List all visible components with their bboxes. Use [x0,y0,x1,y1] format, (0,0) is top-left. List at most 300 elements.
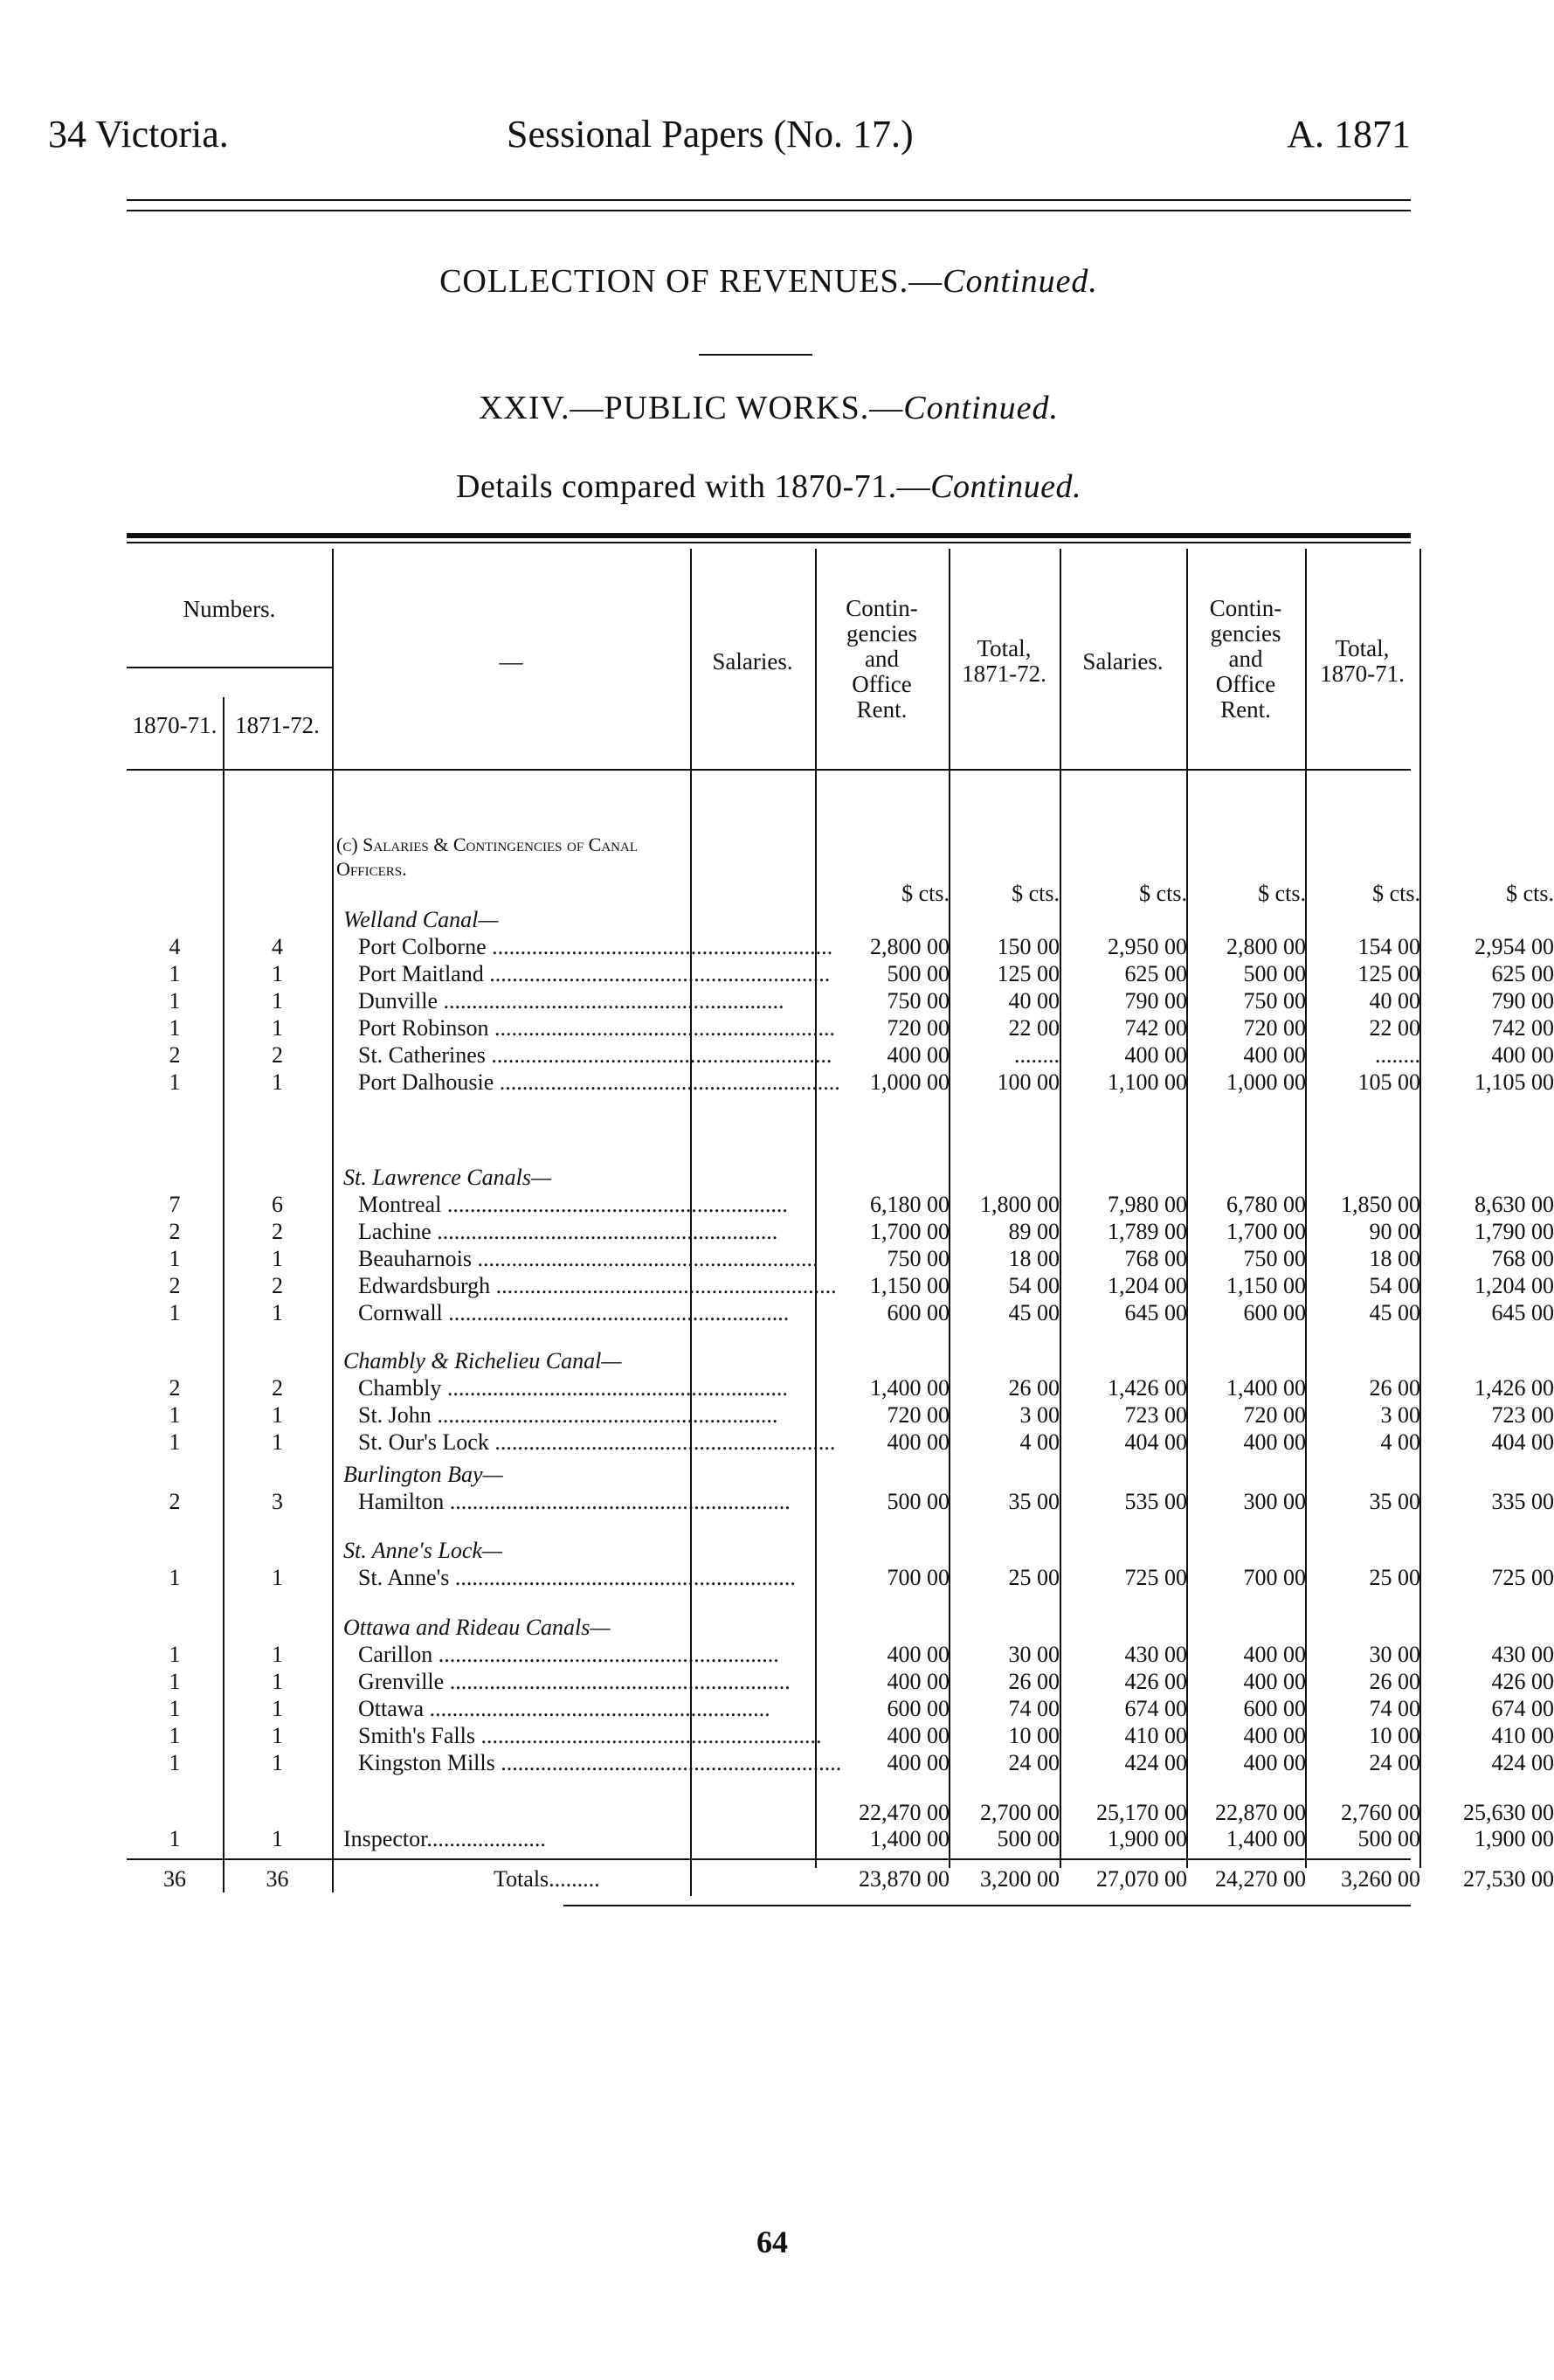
total-1871-72: 723 00 [1124,1402,1187,1428]
count-1871-72: 1 [272,1300,283,1325]
station-name: Smith's Falls [358,1723,475,1748]
station-label [358,1015,836,1041]
count-1871-72: 6 [272,1192,283,1217]
station-name: Grenville [358,1669,445,1694]
salaries-1870-71: 750 00 [1243,1246,1306,1271]
total-1871-72: 742 00 [1124,1015,1187,1041]
total-1871-72: 424 00 [1124,1750,1187,1775]
station-name: Port Robinson [358,1015,489,1041]
group-heading: Chambly & Richelieu Canal— [343,1348,622,1373]
station-label [358,934,833,960]
salaries-1871-72: 720 00 [887,1402,950,1428]
total-1870-71: 790 00 [1491,988,1554,1014]
salaries-1870-71: 700 00 [1243,1565,1306,1590]
salaries-1871-72: 600 00 [887,1300,950,1325]
total-1871-72: 645 00 [1124,1300,1187,1325]
contingencies-1871-72: 25 00 [1008,1565,1060,1590]
count-1870-71: 1 [169,1246,181,1271]
count-1870-71: 1 [169,1429,181,1455]
table-row [127,1069,1554,1096]
salaries-1870-71: 1,000 00 [1226,1069,1306,1095]
salaries-1871-72: 400 00 [887,1429,950,1455]
count-1870-71: 1 [169,961,181,986]
numbers-rule [127,667,332,668]
leader-dots: ............................................................ [441,1375,788,1401]
count-1870-71: 2 [169,1489,181,1514]
salaries-1871-72: 700 00 [887,1565,950,1590]
table-row [127,1565,1554,1591]
header-contingencies-2: Contin- gencies and Office Rent. [1209,595,1282,723]
contingencies-1870-71: 26 00 [1369,1375,1420,1401]
subtotal-salaries-2: 22,870 00 [1215,1800,1306,1825]
count-1870-71: 1 [169,1015,181,1041]
table-row [127,1273,1554,1299]
contingencies-1871-72: 18 00 [1008,1246,1060,1271]
subtotal-row [127,1800,1554,1826]
group-heading: St. Anne's Lock— [343,1538,503,1563]
leader-dots: ............................................................ [485,1042,832,1068]
salaries-1871-72: 750 00 [887,988,950,1014]
station-name: Chambly [358,1375,442,1401]
total-1870-71: 723 00 [1491,1402,1554,1428]
contingencies-1870-71: 22 00 [1369,1015,1420,1041]
station-label [358,1565,796,1591]
count-1870-71: 2 [169,1273,181,1298]
salaries-1870-71: 6,780 00 [1226,1192,1306,1217]
count-1871-72: 1 [272,1015,283,1041]
contingencies-1870-71: 45 00 [1369,1300,1420,1325]
station-name: Montreal [358,1192,442,1217]
header-rule [127,199,1411,201]
count-1871-72: 1 [272,1429,283,1455]
salaries-1870-71: 400 00 [1243,1750,1306,1775]
header-contingencies: Contin- gencies and Office Rent. [846,595,918,723]
salaries-1870-71: 1,400 00 [1226,1375,1306,1401]
total-1870-71: 430 00 [1491,1642,1554,1667]
total-1870-71: 2,954 00 [1475,934,1554,959]
count-1871-72: 1 [272,961,283,986]
station-name: Port Colborne [358,934,487,959]
count-1871-72: 4 [272,934,283,959]
count-1871-72: 2 [272,1273,283,1298]
total-1871-72: 768 00 [1124,1246,1187,1271]
inspector-salaries-2: 1,400 00 [1226,1826,1306,1851]
count-1871-72: 1 [272,1246,283,1271]
station-label [358,1696,770,1722]
header-total-1870-71: Total, 1870-71. [1320,635,1405,687]
leader-dots: ............................................................ [483,961,831,986]
unit-cell: $ cts. [1506,881,1554,906]
total-1871-72: 426 00 [1124,1669,1187,1694]
leader-dots: ............................................................ [442,1300,790,1325]
leader-dots: ............................................................ [488,1429,836,1455]
contingencies-1871-72: 125 00 [997,961,1060,986]
contingencies-1870-71: 35 00 [1369,1489,1420,1514]
unit-cell: $ cts. [1372,881,1420,906]
leader-dots: ............................................................ [471,1246,818,1271]
total-1871-72: 1,204 00 [1108,1273,1187,1298]
station-name: Ottawa [358,1696,425,1721]
inspector-contingencies: 500 00 [997,1826,1060,1851]
count-1871-72: 1 [272,1696,283,1721]
inspector-contingencies-2: 500 00 [1357,1826,1420,1851]
group-heading-row [127,1348,1411,1374]
total-1871-72: 535 00 [1124,1489,1187,1514]
group-heading-row [127,907,1411,933]
header-salaries-2: Salaries. [1082,648,1164,675]
salaries-1870-71: 500 00 [1243,961,1306,986]
total-1870-71: 1,790 00 [1475,1219,1554,1244]
contingencies-1871-72: ........ [1014,1042,1060,1068]
leader-dots: ............................................................ [441,1192,788,1217]
contingencies-1871-72: 89 00 [1008,1219,1060,1244]
header-left: 34 Victoria. [48,113,229,156]
subtotal-total: 25,170 00 [1096,1800,1187,1825]
leader-dots: ............................................................ [449,1565,796,1590]
leader-dots: ............................................................ [432,1642,779,1667]
leader-dots: ............................................................ [475,1723,822,1748]
count-1870-71: 1 [169,1069,181,1095]
total-1871-72: 430 00 [1124,1642,1187,1667]
table-row [127,934,1554,960]
total-1870-71: 410 00 [1491,1723,1554,1748]
station-name: St. Anne's [358,1565,450,1590]
salaries-1871-72: 400 00 [887,1750,950,1775]
table-row [127,1402,1554,1429]
station-name: St. John [358,1402,432,1428]
header-rule-2 [127,210,1411,211]
station-label [358,1246,818,1272]
total-1870-71: 1,426 00 [1475,1375,1554,1401]
total-1871-72: 1,426 00 [1108,1375,1187,1401]
station-label [358,1750,842,1776]
header-1871-72: 1871-72. [235,712,320,738]
contingencies-1871-72: 1,800 00 [980,1192,1060,1217]
station-label [358,1642,779,1668]
count-1871-72: 1 [272,1669,283,1694]
leader-dots: ............................................................ [494,1750,842,1775]
total-1870-71: 404 00 [1491,1429,1554,1455]
count-1871-72: 1 [272,1402,283,1428]
count-1870-71: 1 [169,1750,181,1775]
total-1871-72: 1,100 00 [1108,1069,1187,1095]
table-row [127,1246,1554,1272]
title-details-italic: Continued. [930,468,1081,505]
title-divider [699,354,812,356]
leader-dots: ............................................................ [494,1069,840,1095]
total-1870-71: 645 00 [1491,1300,1554,1325]
contingencies-1871-72: 4 00 [1019,1429,1060,1455]
totals-n71: 36 [266,1866,289,1892]
inspector-n71: 1 [272,1826,283,1851]
contingencies-1871-72: 30 00 [1008,1642,1060,1667]
total-1871-72: 2,950 00 [1108,934,1187,959]
table-row [127,1042,1554,1069]
salaries-1871-72: 400 00 [887,1642,950,1667]
contingencies-1870-71: 54 00 [1369,1273,1420,1298]
table-row [127,1696,1554,1722]
inspector-name: Inspector [343,1826,427,1851]
table-row [127,961,1554,987]
station-label [358,1219,778,1245]
contingencies-1870-71: 1,850 00 [1341,1192,1420,1217]
salaries-1870-71: 400 00 [1243,1669,1306,1694]
inspector-total-2: 1,900 00 [1475,1826,1554,1851]
station-label [358,1723,822,1749]
contingencies-1870-71: 40 00 [1369,988,1420,1014]
salaries-1870-71: 1,700 00 [1226,1219,1306,1244]
contingencies-1870-71: 125 00 [1357,961,1420,986]
total-1871-72: 625 00 [1124,961,1187,986]
salaries-1870-71: 1,150 00 [1226,1273,1306,1298]
count-1871-72: 2 [272,1375,283,1401]
subtotal-salaries: 22,470 00 [859,1800,950,1825]
revenue-table [127,549,1554,1892]
leader-dots: ............................................................ [488,1015,836,1041]
salaries-1870-71: 400 00 [1243,1042,1306,1068]
header-center: Sessional Papers (No. 17.) [507,113,914,156]
unit-cell: $ cts. [901,881,950,906]
table-row [127,1300,1554,1326]
total-1870-71: 426 00 [1491,1669,1554,1694]
leader-dots: ............................................................ [486,934,833,959]
header-bottom-rule [127,769,1411,771]
station-name: Cornwall [358,1300,443,1325]
contingencies-1870-71: 30 00 [1369,1642,1420,1667]
station-label [358,988,784,1014]
subtotal-contingencies: 2,700 00 [980,1800,1060,1825]
count-1871-72: 1 [272,1750,283,1775]
unit-cell: $ cts. [1139,881,1187,906]
table-row [127,1669,1554,1695]
station-label [358,1069,840,1096]
totals-n70: 36 [163,1866,186,1892]
group-heading-row [127,1615,1411,1641]
count-1870-71: 4 [169,934,181,959]
station-label [358,1300,790,1326]
station-name: Hamilton [358,1489,445,1514]
table-row [127,1219,1554,1245]
total-1870-71: 768 00 [1491,1246,1554,1271]
totals-label: Totals......... [494,1866,600,1892]
station-name: Dunville [358,988,438,1014]
contingencies-1871-72: 100 00 [997,1069,1060,1095]
page-number: 64 [756,2224,788,2259]
totals-row [127,1866,1554,1892]
leader-dots: ............................................................ [444,1489,791,1514]
station-label [358,1273,837,1299]
totals-contingencies: 3,200 00 [980,1866,1060,1892]
count-1871-72: 1 [272,1069,283,1095]
salaries-1871-72: 400 00 [887,1669,950,1694]
contingencies-1871-72: 22 00 [1008,1015,1060,1041]
table-top-rule-2 [127,542,1411,543]
title-public-works-main: XXIV.—PUBLIC WORKS.— [478,390,904,426]
count-1870-71: 1 [169,1723,181,1748]
header-dash: — [499,648,523,675]
group-heading-row [127,1538,1411,1564]
station-label [358,1042,832,1069]
total-1870-71: 335 00 [1491,1489,1554,1514]
total-1870-71: 8,630 00 [1475,1192,1554,1217]
station-label [358,1489,791,1515]
station-name: Edwardsburgh [358,1273,491,1298]
station-label [358,1192,788,1218]
salaries-1871-72: 500 00 [887,961,950,986]
title-collection [127,262,1411,301]
contingencies-1870-71: 18 00 [1369,1246,1420,1271]
count-1870-71: 1 [169,1565,181,1590]
salaries-1871-72: 1,000 00 [870,1069,950,1095]
contingencies-1870-71: 90 00 [1369,1219,1420,1244]
table-row [127,1375,1554,1401]
title-collection-main: COLLECTION OF REVENUES.— [439,263,943,300]
total-1870-71: 400 00 [1491,1042,1554,1068]
total-1870-71: 742 00 [1491,1015,1554,1041]
leader-dots: ............................................................ [431,1219,778,1244]
inspector-total: 1,900 00 [1108,1826,1187,1851]
salaries-1870-71: 600 00 [1243,1300,1306,1325]
title-collection-italic: Continued. [943,263,1098,300]
group-heading: St. Lawrence Canals— [343,1165,552,1190]
leader-dots: ............................................................ [431,1402,778,1428]
salaries-1870-71: 720 00 [1243,1402,1306,1428]
table-row [127,1429,1554,1456]
table-row [127,1489,1554,1515]
count-1870-71: 1 [169,988,181,1014]
station-label [358,1375,788,1401]
salaries-1871-72: 600 00 [887,1696,950,1721]
salaries-1870-71: 600 00 [1243,1696,1306,1721]
contingencies-1871-72: 74 00 [1008,1696,1060,1721]
header-right: A. 1871 [1287,113,1411,156]
station-name: Kingston Mills [358,1750,495,1775]
count-1871-72: 2 [272,1219,283,1244]
subtotal-contingencies-2: 2,760 00 [1341,1800,1420,1825]
header-total-1871-72: Total, 1871-72. [962,635,1046,687]
totals-salaries-2: 24,270 00 [1215,1866,1306,1892]
unit-cell: $ cts. [1258,881,1306,906]
subtotal-total-2: 25,630 00 [1463,1800,1554,1825]
totals-total: 27,070 00 [1096,1866,1187,1892]
total-1870-71: 725 00 [1491,1565,1554,1590]
table-row [127,1750,1554,1776]
contingencies-1871-72: 40 00 [1008,988,1060,1014]
contingencies-1870-71: 10 00 [1369,1723,1420,1748]
group-heading: Welland Canal— [343,907,499,932]
section-heading: (c) Salaries & Contingencies of Canal Officers. [336,834,639,880]
station-label [358,1429,836,1456]
count-1870-71: 2 [169,1219,181,1244]
station-name: Carillon [358,1642,433,1667]
table-row [127,988,1554,1014]
totals-salaries: 23,870 00 [859,1866,950,1892]
salaries-1871-72: 750 00 [887,1246,950,1271]
total-1870-71: 674 00 [1491,1696,1554,1721]
station-name: Port Maitland [358,961,484,986]
contingencies-1871-72: 10 00 [1008,1723,1060,1748]
salaries-1870-71: 400 00 [1243,1642,1306,1667]
station-name: Beauharnois [358,1246,472,1271]
total-1871-72: 404 00 [1124,1429,1187,1455]
station-name: Lachine [358,1219,432,1244]
salaries-1870-71: 300 00 [1243,1489,1306,1514]
contingencies-1870-71: 154 00 [1357,934,1420,959]
station-label [358,961,831,987]
leader-dots: ............................................................ [444,1669,791,1694]
contingencies-1871-72: 24 00 [1008,1750,1060,1775]
salaries-1871-72: 400 00 [887,1723,950,1748]
table-top-rule [127,533,1411,538]
salaries-1871-72: 2,800 00 [870,934,950,959]
totals-name: Totals [494,1866,549,1892]
contingencies-1870-71: ........ [1375,1042,1420,1068]
title-public-works-italic: Continued. [903,390,1060,426]
table-row [127,1192,1554,1218]
totals-contingencies-2: 3,260 00 [1341,1866,1420,1892]
contingencies-1871-72: 54 00 [1008,1273,1060,1298]
total-1871-72: 1,789 00 [1108,1219,1187,1244]
station-label [358,1402,778,1429]
totals-total-2: 27,530 00 [1463,1866,1554,1892]
title-details-main: Details compared with 1870-71.— [456,468,931,505]
page-header [48,112,1411,173]
count-1871-72: 3 [272,1489,283,1514]
count-1871-72: 1 [272,1642,283,1667]
total-1871-72: 725 00 [1124,1565,1187,1590]
salaries-1870-71: 750 00 [1243,988,1306,1014]
header-salaries: Salaries. [712,648,793,675]
total-1871-72: 7,980 00 [1108,1192,1187,1217]
count-1871-72: 1 [272,988,283,1014]
total-1871-72: 790 00 [1124,988,1187,1014]
total-1871-72: 674 00 [1124,1696,1187,1721]
station-name: Port Dalhousie [358,1069,494,1095]
contingencies-1870-71: 4 00 [1380,1429,1420,1455]
total-1870-71: 1,105 00 [1475,1069,1554,1095]
count-1871-72: 1 [272,1723,283,1748]
count-1870-71: 1 [169,1669,181,1694]
inspector-label: Inspector..................... [343,1826,546,1851]
table-row [127,1642,1554,1668]
table-row [127,1015,1554,1041]
table-bottom-rule [563,1905,1411,1906]
totals-rule [127,1858,1411,1860]
salaries-1871-72: 1,150 00 [870,1273,950,1298]
count-1870-71: 2 [169,1375,181,1401]
contingencies-1870-71: 26 00 [1369,1669,1420,1694]
salaries-1870-71: 400 00 [1243,1723,1306,1748]
inspector-row [127,1826,1554,1852]
salaries-1870-71: 2,800 00 [1226,934,1306,959]
salaries-1871-72: 1,400 00 [870,1375,950,1401]
total-1870-71: 424 00 [1491,1750,1554,1775]
units-row [127,881,1554,907]
contingencies-1871-72: 150 00 [997,934,1060,959]
salaries-1871-72: 720 00 [887,1015,950,1041]
inspector-n70: 1 [169,1826,181,1851]
salaries-1871-72: 6,180 00 [870,1192,950,1217]
header-1870-71: 1870-71. [132,712,218,738]
count-1870-71: 1 [169,1696,181,1721]
salaries-1871-72: 400 00 [887,1042,950,1068]
contingencies-1871-72: 26 00 [1008,1375,1060,1401]
contingencies-1871-72: 45 00 [1008,1300,1060,1325]
count-1871-72: 1 [272,1565,283,1590]
contingencies-1871-72: 26 00 [1008,1669,1060,1694]
contingencies-1870-71: 25 00 [1369,1565,1420,1590]
title-public-works [127,389,1411,427]
